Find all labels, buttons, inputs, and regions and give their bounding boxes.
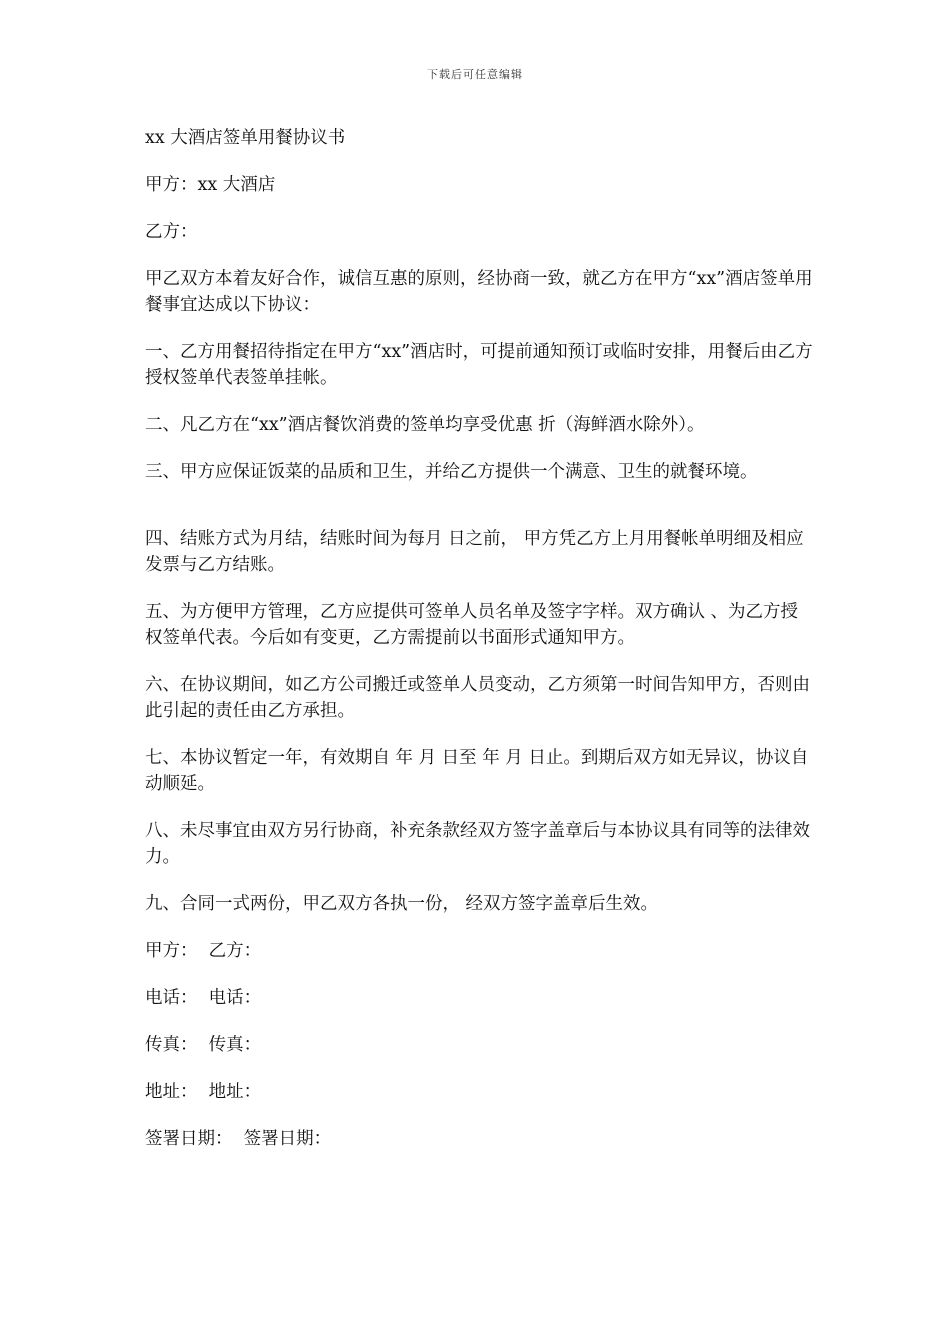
clause-3: 三、甲方应保证饭菜的品质和卫生，并给乙方提供一个满意、卫生的就餐环境。 (145, 462, 758, 482)
signature-phone: 电话： 电话： (145, 988, 262, 1008)
party-a-line: 甲方：xx 大酒店 (145, 175, 276, 195)
clause-1: 一、乙方用餐招待指定在甲方“xx”酒店时，可提前通知预订或临时安排，用餐后由乙方授权签单代表签单挂帐。 (145, 342, 813, 388)
clause-6: 六、在协议期间，如乙方公司搬迁或签单人员变动，乙方须第一时间告知甲方，否则由此引起的责任由乙方承担。 (145, 675, 810, 721)
header-note: 下载后可任意编辑 (427, 68, 523, 81)
signature-parties: 甲方： 乙方： (145, 941, 262, 961)
signature-fax: 传真： 传真： (145, 1035, 262, 1055)
clause-4: 四、结账方式为月结，结账时间为每月 日之前， 甲方凭乙方上月用餐帐单明细及相应发票与乙方结账。 (145, 529, 804, 575)
signature-address: 地址： 地址： (145, 1082, 262, 1102)
document-title: xx 大酒店签单用餐协议书 (145, 128, 346, 148)
signature-date: 签署日期： 签署日期： (145, 1129, 332, 1149)
clause-7: 七、本协议暂定一年，有效期自 年 月 日至 年 月 日止。到期后双方如无异议，协议自动顺延。 (145, 748, 809, 794)
clause-9: 九、合同一式两份，甲乙双方各执一份， 经双方签字盖章后生效。 (145, 894, 659, 914)
party-b-line: 乙方： (145, 222, 198, 242)
clause-8: 八、未尽事宜由双方另行协商，补充条款经双方签字盖章后与本协议具有同等的法律效力。 (145, 821, 810, 867)
intro-paragraph: 甲乙双方本着友好合作，诚信互惠的原则，经协商一致，就乙方在甲方“xx”酒店签单用餐事宜达成以下协议： (145, 269, 813, 315)
clause-5: 五、为方便甲方管理，乙方应提供可签单人员名单及签字字样。双方确认 、为乙方授权签单代表。今后如有变更，乙方需提前以书面形式通知甲方。 (145, 602, 799, 648)
document-body (145, 125, 815, 1173)
clause-2: 二、凡乙方在“xx”酒店餐饮消费的签单均享受优惠 折（海鲜酒水除外）。 (145, 415, 705, 435)
